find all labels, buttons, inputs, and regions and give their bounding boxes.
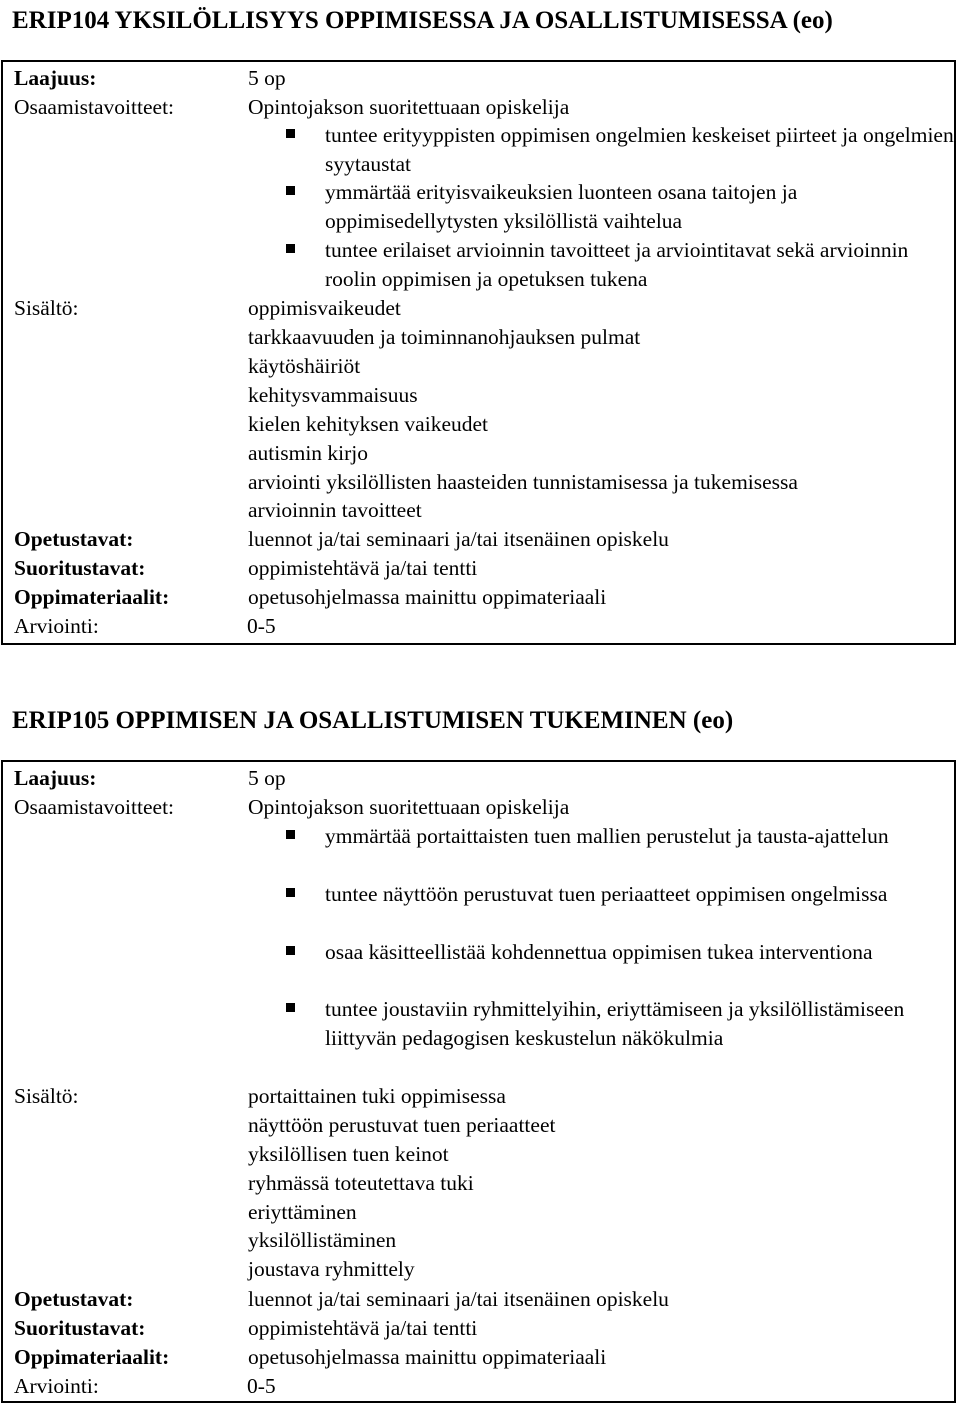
osaamistavoitteet-intro: Opintojakson suoritettuaan opiskelija [248,795,570,819]
goal-item: tuntee joustaviin ryhmittelyihin, eriyttämiseen ja yksilöllistämiseen liittyvän pedagogisen keskustelun näkökulmia [325,995,955,1052]
course-title: ERIP104 YKSILÖLLISYYS OPPIMISESSA JA OSALLISTUMISESSA (eo) [12,7,833,34]
course-info-table [1,60,956,645]
content-item: oppimisvaikeudet [248,296,401,320]
osaamistavoitteet-label: Osaamistavoitteet: [14,95,175,119]
opetustavat-value: luennot ja/tai seminaari ja/tai itsenäinen opiskelu [248,527,669,551]
goal-item: ymmärtää erityisvaikeuksien luonteen osana taitojen ja oppimisedellytysten yksilöllistä vaihtelua [325,178,955,235]
suoritustavat-label: Suoritustavat: [14,556,146,580]
content-item: kehitysvammaisuus [248,383,418,407]
oppimateriaalit-label: Oppimateriaalit: [14,585,170,609]
content-item: eriyttäminen [248,1200,357,1224]
goal-item: tuntee erilaiset arvioinnin tavoitteet ja arviointitavat sekä arvioinnin roolin oppimisen ja opetuksen tukena [325,236,955,293]
content-item: arvioinnin tavoitteet [248,498,422,522]
oppimateriaalit-value: opetusohjelmassa mainittu oppimateriaali [248,1345,607,1369]
course-info-table [1,760,956,1403]
laajuus-value: 5 op [248,66,286,90]
osaamistavoitteet-intro: Opintojakson suoritettuaan opiskelija [248,95,570,119]
content-item: yksilöllisen tuen keinot [248,1142,449,1166]
content-item: arviointi yksilöllisten haasteiden tunnistamisessa ja tukemisessa [248,470,798,494]
laajuus-value: 5 op [248,766,286,790]
arviointi-label: Arviointi: [14,1374,99,1398]
content-item: kielen kehityksen vaikeudet [248,412,489,436]
suoritustavat-value: oppimistehtävä ja/tai tentti [248,1316,478,1340]
arviointi-value: 0-5 [247,1374,276,1398]
sisalto-label: Sisältö: [14,296,79,320]
osaamistavoitteet-label: Osaamistavoitteet: [14,795,175,819]
content-item: käytöshäiriöt [248,354,361,378]
laajuus-label: Laajuus: [14,66,97,90]
suoritustavat-value: oppimistehtävä ja/tai tentti [248,556,478,580]
content-item: portaittainen tuki oppimisessa [248,1084,506,1108]
laajuus-label: Laajuus: [14,766,97,790]
oppimateriaalit-label: Oppimateriaalit: [14,1345,170,1369]
goal-item: ymmärtää portaittaisten tuen mallien perustelut ja tausta-ajattelun [325,822,955,851]
course-title: ERIP105 OPPIMISEN JA OSALLISTUMISEN TUKEMINEN (eo) [12,707,734,734]
arviointi-value: 0-5 [247,614,276,638]
sisalto-label: Sisältö: [14,1084,79,1108]
goal-item: tuntee erityyppisten oppimisen ongelmien keskeiset piirteet ja ongelmien syytaustat [325,121,955,178]
opetustavat-value: luennot ja/tai seminaari ja/tai itsenäinen opiskelu [248,1287,669,1311]
content-item: yksilöllistäminen [248,1228,397,1252]
arviointi-label: Arviointi: [14,614,99,638]
content-item: näyttöön perustuvat tuen periaatteet [248,1113,556,1137]
content-item: joustava ryhmittely [248,1257,415,1281]
goal-item: tuntee näyttöön perustuvat tuen periaatteet oppimisen ongelmissa [325,880,955,909]
suoritustavat-label: Suoritustavat: [14,1316,146,1340]
opetustavat-label: Opetustavat: [14,1287,134,1311]
goal-item: osaa käsitteellistää kohdennettua oppimisen tukea interventiona [325,938,955,967]
content-item: ryhmässä toteutettava tuki [248,1171,474,1195]
content-item: autismin kirjo [248,441,369,465]
opetustavat-label: Opetustavat: [14,527,134,551]
oppimateriaalit-value: opetusohjelmassa mainittu oppimateriaali [248,585,607,609]
content-item: tarkkaavuuden ja toiminnanohjauksen pulmat [248,325,641,349]
